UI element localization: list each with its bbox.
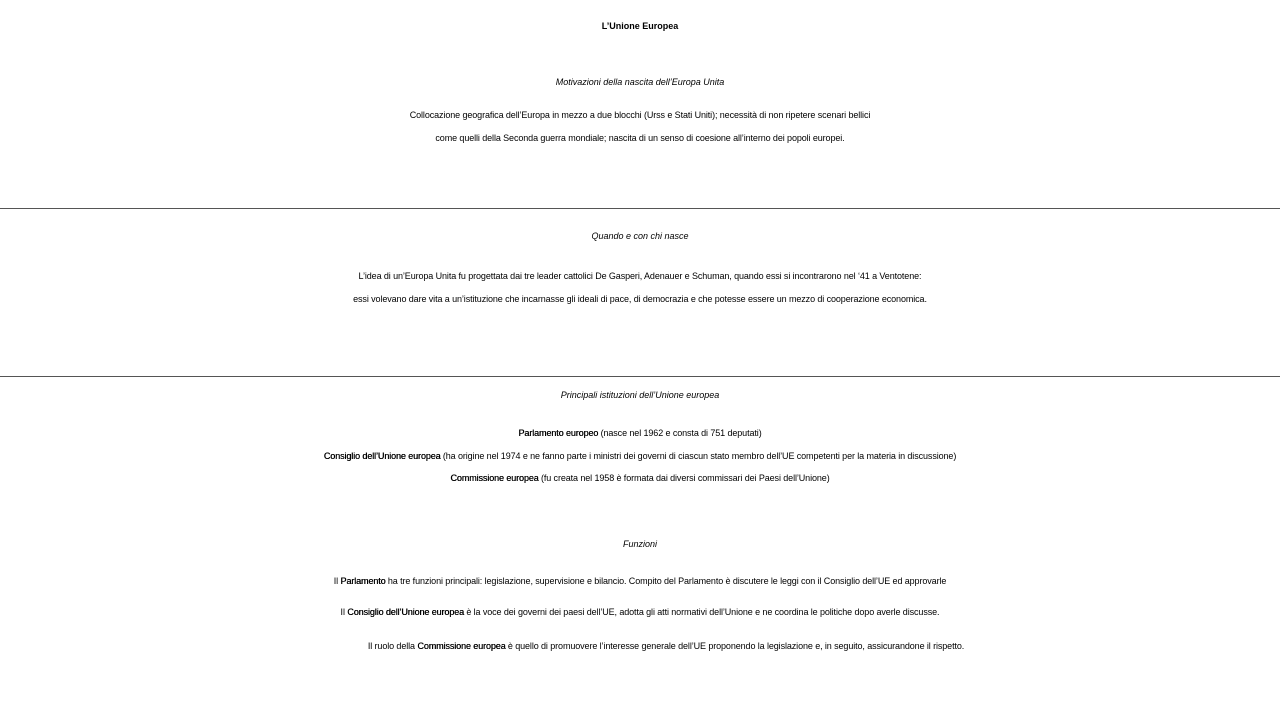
istituzione-desc: (nasce nel 1962 e consta di 751 deputati) bbox=[598, 428, 762, 438]
funzioni-parlamento bbox=[0, 576, 1280, 586]
funzioni-pre: Il bbox=[333, 576, 341, 586]
section-divider bbox=[0, 376, 1280, 377]
istituzione-name: Parlamento europeo bbox=[518, 428, 599, 438]
motivazioni-text-line-2: come quelli della Seconda guerra mondiale; nascita di un senso di coesione all’interno dei popoli europei. bbox=[435, 133, 845, 143]
funzioni-name: Commissione europea bbox=[417, 641, 506, 651]
funzioni-pre: Il bbox=[340, 607, 348, 617]
funzioni-name: Consiglio dell’Unione europea bbox=[347, 607, 464, 617]
funzioni-post: ha tre funzioni principali: legislazione, supervisione e bilancio. Compito del Parlamento è discutere le leggi con il Consiglio dell’UE ed approvarle bbox=[385, 576, 947, 586]
istituzione-name: Consiglio dell’Unione europea bbox=[323, 451, 441, 461]
funzioni-post: è la voce dei governi dei paesi dell’UE, adotta gli atti normativi dell’Unione e ne coordina le politiche dopo averle discusse. bbox=[463, 607, 940, 617]
istituzione-parlamento bbox=[0, 428, 1280, 438]
quando-text-line-2: essi volevano dare vita a un’istituzione che incarnasse gli ideali di pace, di democrazia e che potesse essere un mezzo di cooperazione economica. bbox=[353, 294, 927, 304]
istituzione-consiglio bbox=[0, 451, 1280, 461]
section-heading-funzioni: Funzioni bbox=[622, 539, 658, 549]
quando-text-line-1: L’idea di un’Europa Unita fu progettata dai tre leader cattolici De Gasperi, Adenauer e Schuman, quando essi si incontrarono nel ‘41 a Ventotene: bbox=[358, 271, 922, 281]
section-heading-quando: Quando e con chi nasce bbox=[591, 231, 689, 241]
funzioni-consiglio bbox=[0, 607, 1280, 617]
funzioni-name: Parlamento bbox=[340, 576, 386, 586]
istituzione-desc: (fu creata nel 1958 è formata dai diversi commissari dei Paesi dell’Unione) bbox=[538, 473, 830, 483]
istituzione-commissione bbox=[0, 473, 1280, 483]
funzioni-commissione bbox=[26, 641, 1280, 651]
istituzione-desc: (ha origine nel 1974 e ne fanno parte i ministri dei governi di ciascun stato membro dell’UE competenti per la materia in discussione) bbox=[440, 451, 957, 461]
page-title: L’Unione Europea bbox=[601, 21, 679, 31]
motivazioni-text-line-1: Collocazione geografica dell’Europa in mezzo a due blocchi (Urss e Stati Uniti); necessità di non ripetere scenari bellici bbox=[409, 110, 871, 120]
funzioni-pre: Il ruolo della bbox=[367, 641, 418, 651]
section-heading-motivazioni: Motivazioni della nascita dell’Europa Unita bbox=[555, 77, 725, 87]
istituzione-name: Commissione europea bbox=[450, 473, 539, 483]
section-divider bbox=[0, 208, 1280, 209]
funzioni-post: è quello di promuovere l’interesse generale dell’UE proponendo la legislazione e, in seguito, assicurandone il rispetto. bbox=[505, 641, 965, 651]
section-heading-istituzioni: Principali istituzioni dell’Unione europea bbox=[560, 390, 720, 400]
